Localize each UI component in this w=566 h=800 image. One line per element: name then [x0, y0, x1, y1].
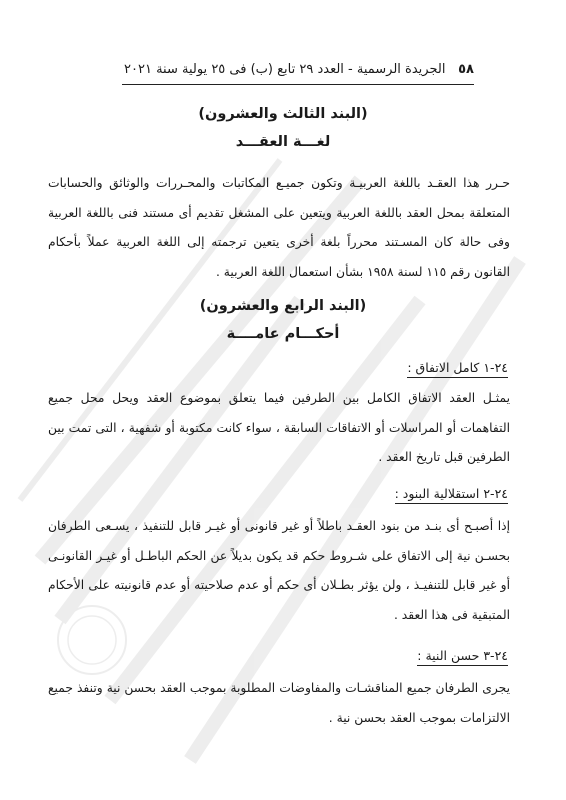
- page-number: ٥٨: [458, 62, 474, 77]
- clause-23-text: حـرر هذا العقـد باللغة العربيـة وتكون جميـع المكاتبات والمحـررات والوثائق والحسابات المتعلقة بمحل العقد باللغة العربية ويتعين على المشغل تقديم أى مستند فنى باللغة العربية وفى حالة كان المسـتند محرراً بلغة أخرى يتعين ترجمته إلى اللغة العربية عملاً بأحكام القانون رقم ١١٥ لسنة ١٩٥٨ بشأن استعمال اللغة العربية .: [48, 176, 510, 279]
- clause-23-title: (البند الثالث والعشرون): [198, 106, 368, 122]
- running-title: الجريدة الرسمية - العدد ٢٩ تابع (ب) فى ٢٥ يولية سنة ٢٠٢١: [124, 62, 446, 77]
- clause-23-subtitle: لغـــة العقـــد: [235, 134, 331, 150]
- header-rule: [122, 84, 474, 85]
- item-24-3-heading: ٢٤-٣ حسن النية :: [417, 648, 508, 666]
- item-24-2-text: إذا أصبـح أى بنـد من بنود العقـد باطلاً أو غير قانونى أو غيـر قابل للتنفيذ ، يسـعى الطرفان بحسـن نية إلى الاتفاق على شـروط حكم قد يكون بديلاً عن الحكم الباطـل أو غيـر القانونـى أو غير قابل للتنفيـذ ، ولن يؤثر بطـلان أى حكم أو عدم صلاحيته أو عدم قانونيته على الأحكام المتبقية فى هذا العقد .: [48, 519, 510, 622]
- clause-24-title: (البند الرابع والعشرون): [199, 298, 367, 314]
- clause-24-subtitle: أحكـــام عامــــة: [226, 326, 340, 342]
- page-header: [124, 62, 474, 77]
- item-24-1-heading: ٢٤-١ كامل الاتفاق :: [407, 360, 508, 378]
- item-24-1-text: يمثـل العقد الاتفاق الكامل بين الطرفين فيما يتعلق بموضوع العقد ويحل محل جميع التفاهمات أو المراسلات أو الاتفاقات السابقة ، سواء كانت مكتوبة أو شفهية ، التى تمت بين الطرفين قبل تاريخ العقد .: [48, 391, 510, 464]
- item-24-2-heading: ٢٤-٢ استقلالية البنود :: [395, 486, 508, 504]
- item-24-3-text: يجرى الطرفان جميع المناقشـات والمفاوضات المطلوبة بموجب العقد بحسن نية وتنفذ جميع الالتزامات بموجب العقد بحسن نية .: [48, 681, 510, 725]
